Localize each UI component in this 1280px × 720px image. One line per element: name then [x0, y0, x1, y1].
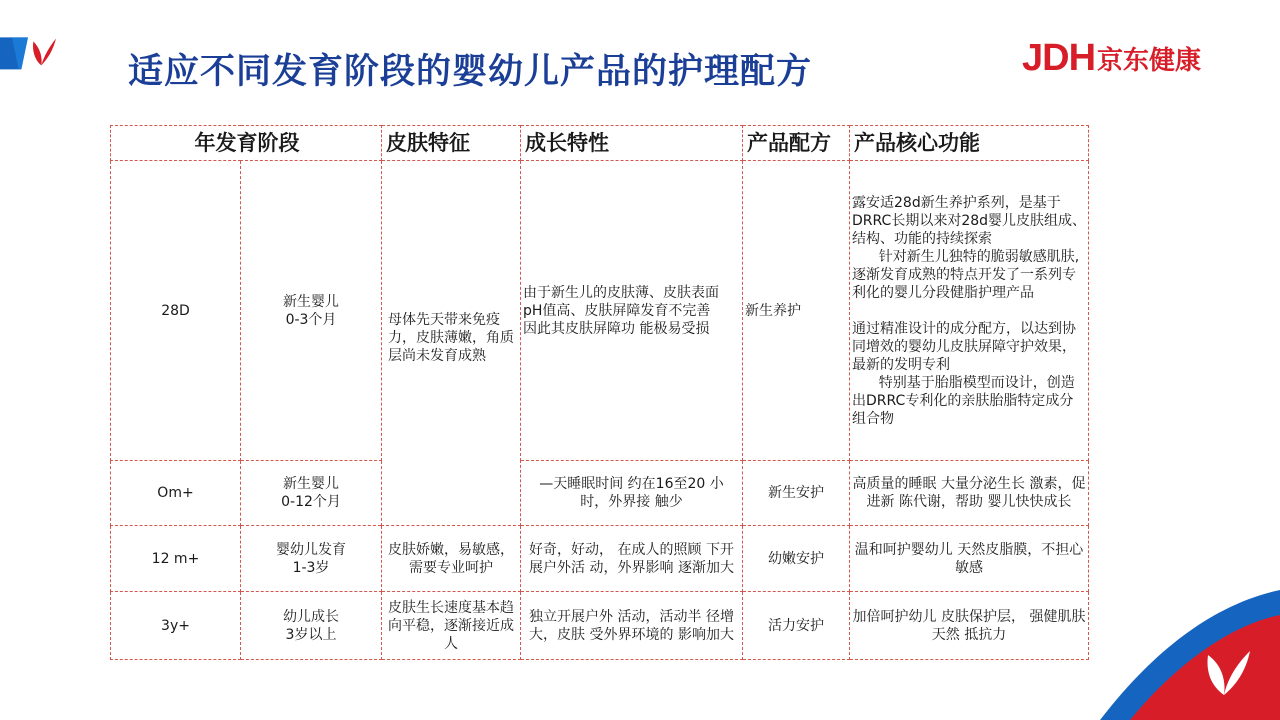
- table-row: [111, 592, 1089, 660]
- row-core: 露安适28d新生养护系列，是基于DRRC长期以来对28d婴儿皮肤组成、结构、功能的持续探索 针对新生儿独特的脆弱敏感肌肤, 逐渐发育成熟的特点开发了一系列专利化的婴儿分段健脂护理产品 通过精准设计的成分配方，以达到协同增效的婴幼儿皮肤屏障守护效果，最新的发明专利 特别基于胎脂模型而设计，创造出DRRC专利化的亲肤胎脂特定成分组合物: [850, 161, 1089, 461]
- row-stage: 幼儿成长 3岁以上: [241, 592, 382, 660]
- brand-jd-text: JDH: [1022, 36, 1096, 79]
- row-core: 加倍呵护幼儿 皮肤保护层， 强健肌肤天然 抵抗力: [850, 592, 1089, 660]
- table-header-row: [111, 126, 1089, 161]
- row-growth: 好奇，好动， 在成人的照顾 下开展户外活 动，外界影响 逐渐加大: [521, 526, 743, 592]
- top-left-decor: [0, 32, 60, 76]
- brand-cn-text: 京东健康: [1097, 45, 1202, 76]
- row-growth: —天睡眠时间 约在16至20 小时，外界接 触少: [521, 461, 743, 526]
- row-age: 3y+: [111, 592, 241, 660]
- row-core: 高质量的睡眠 大量分泌生长 激素，促进新 陈代谢，帮助 婴儿快快成长: [850, 461, 1089, 526]
- header-growth: 成长特性: [521, 126, 743, 161]
- brand-logo: [1022, 38, 1201, 78]
- row-core: 温和呵护婴幼儿 天然皮脂膜，不担心敏感: [850, 526, 1089, 592]
- row-skin: 皮肤生长速度基本趋向平稳，逐渐接近成人: [382, 592, 521, 660]
- header-formula: 产品配方: [743, 126, 850, 161]
- table-row: [111, 161, 1089, 461]
- row-formula: 新生养护: [743, 161, 850, 461]
- care-formula-table: [110, 125, 1089, 660]
- header-core: 产品核心功能: [850, 126, 1089, 161]
- bottom-right-decor: [1090, 585, 1280, 720]
- page-title: 适应不同发育阶段的婴幼儿产品的护理配方: [128, 52, 813, 92]
- row-growth: 由于新生儿的皮肤薄、皮肤表面 pH值高、皮肤屏障发育不完善 因此其皮肤屏障功 能极易受损: [521, 161, 743, 461]
- row-skin: 皮肤娇嫩，易敏感，需要专业呵护: [382, 526, 521, 592]
- row-age: 28D: [111, 161, 241, 461]
- row-formula: 活力安护: [743, 592, 850, 660]
- table-row: [111, 526, 1089, 592]
- row-stage: 婴幼儿发育 1-3岁: [241, 526, 382, 592]
- row-stage: 新生婴儿 0-12个月: [241, 461, 382, 526]
- table-row: [111, 461, 1089, 526]
- row-age: Om+: [111, 461, 241, 526]
- header-stage: 年发育阶段: [111, 126, 382, 161]
- row-formula: 幼嫩安护: [743, 526, 850, 592]
- row-skin: 母体先天带来免疫力，皮肤薄嫩，角质层尚未发育成熟: [382, 161, 521, 526]
- row-age: 12 m+: [111, 526, 241, 592]
- header-skin: 皮肤特征: [382, 126, 521, 161]
- row-stage: 新生婴儿 0-3个月: [241, 161, 382, 461]
- row-growth: 独立开展户外 活动，活动半 径增大，皮肤 受外界环境的 影响加大: [521, 592, 743, 660]
- row-formula: 新生安护: [743, 461, 850, 526]
